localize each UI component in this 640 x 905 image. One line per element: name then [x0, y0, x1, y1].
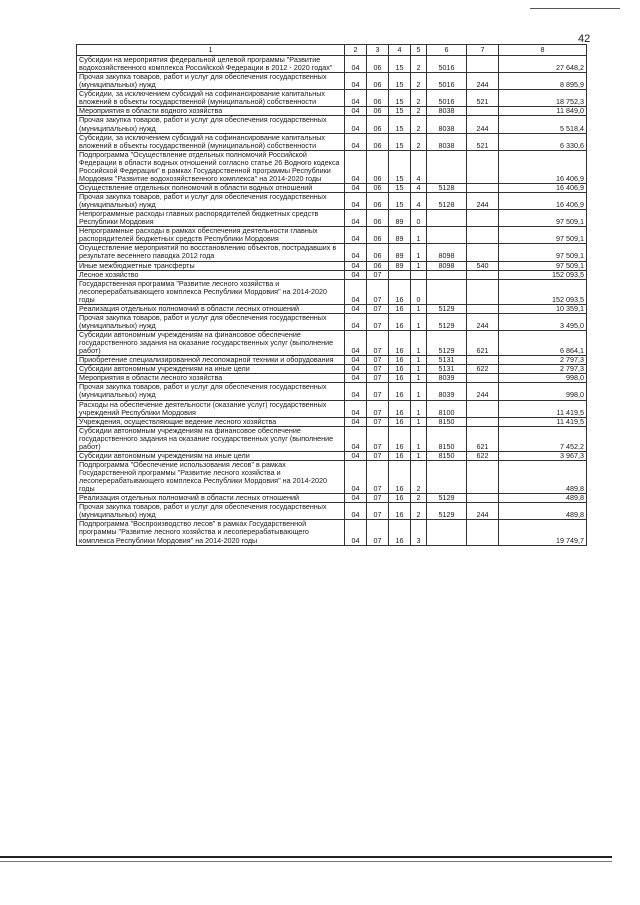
expense-type: 622 [467, 365, 499, 374]
amount: 19 749,7 [499, 520, 587, 545]
table-header-row [77, 45, 587, 56]
subsection-code: 07 [367, 383, 389, 400]
section-code: 04 [345, 304, 367, 313]
subprogram-code: 2 [411, 494, 427, 503]
program-code: 16 [389, 460, 411, 493]
subsection-code: 07 [367, 304, 389, 313]
subprogram-code: 1 [411, 400, 427, 417]
table-row [77, 150, 587, 183]
section-code: 04 [345, 56, 367, 73]
table-row [77, 270, 587, 279]
expense-type: 621 [467, 331, 499, 356]
subprogram-code: 4 [411, 183, 427, 192]
section-code: 04 [345, 356, 367, 365]
table-row [77, 116, 587, 133]
subprogram-code: 1 [411, 227, 427, 244]
amount: 3 495,0 [499, 313, 587, 330]
table-row [77, 313, 587, 330]
article-code [427, 279, 467, 304]
expense-type: 244 [467, 116, 499, 133]
row-name: Прочая закупка товаров, работ и услуг для обеспечения государственных (муниципальных) нужд [77, 313, 345, 330]
article-code: 8038 [427, 133, 467, 150]
subprogram-code: 0 [411, 210, 427, 227]
subsection-code: 07 [367, 270, 389, 279]
program-code: 16 [389, 365, 411, 374]
section-code: 04 [345, 150, 367, 183]
table-row [77, 374, 587, 383]
section-code: 04 [345, 520, 367, 545]
section-code: 04 [345, 227, 367, 244]
program-code: 16 [389, 503, 411, 520]
amount: 152 093,5 [499, 270, 587, 279]
row-name: Прочая закупка товаров, работ и услуг для обеспечения государственных (муниципальных) нужд [77, 193, 345, 210]
subsection-code: 07 [367, 426, 389, 451]
row-name: Осуществление отдельных полномочий в области водных отношений [77, 183, 345, 192]
subprogram-code: 1 [411, 451, 427, 460]
table-row [77, 56, 587, 73]
column-header: 5 [411, 45, 427, 56]
row-name: Мероприятия в области лесного хозяйства [77, 374, 345, 383]
subprogram-code: 4 [411, 150, 427, 183]
expense-type [467, 494, 499, 503]
scan-edge-line [530, 8, 620, 9]
program-code: 15 [389, 73, 411, 90]
table-row [77, 107, 587, 116]
program-code: 15 [389, 150, 411, 183]
expense-type [467, 356, 499, 365]
article-code [427, 520, 467, 545]
article-code: 5129 [427, 494, 467, 503]
amount: 152 093,5 [499, 279, 587, 304]
row-name: Прочая закупка товаров, работ и услуг для обеспечения государственных (муниципальных) нужд [77, 73, 345, 90]
column-header: 7 [467, 45, 499, 56]
section-code: 04 [345, 133, 367, 150]
subsection-code: 06 [367, 193, 389, 210]
amount: 2 797,3 [499, 365, 587, 374]
expense-type [467, 270, 499, 279]
row-name: Подпрограмма "Обеспечение использования лесов" в рамках Государственной программы "Развитие лесного хозяйства и лесоперерабатывающего комплекса Республики Мордовия" на 2014-2020 годы [77, 460, 345, 493]
subsection-code: 06 [367, 183, 389, 192]
row-name: Субсидии на мероприятия федеральной целевой программы "Развитие водохозяйственного комплекса Российской Федерации в 2012 - 2020 годах" [77, 56, 345, 73]
program-code: 15 [389, 183, 411, 192]
article-code: 8038 [427, 116, 467, 133]
section-code: 04 [345, 374, 367, 383]
subprogram-code: 2 [411, 133, 427, 150]
section-code: 04 [345, 383, 367, 400]
article-code: 5129 [427, 313, 467, 330]
table-row [77, 426, 587, 451]
subsection-code: 07 [367, 365, 389, 374]
row-name: Субсидии автономным учреждениям на иные цели [77, 365, 345, 374]
expense-type [467, 279, 499, 304]
subprogram-code [411, 270, 427, 279]
article-code: 8039 [427, 374, 467, 383]
amount: 6 864,1 [499, 331, 587, 356]
amount: 10 359,1 [499, 304, 587, 313]
page-number: 42 [578, 33, 591, 45]
subsection-code: 06 [367, 73, 389, 90]
section-code: 04 [345, 183, 367, 192]
subprogram-code: 1 [411, 356, 427, 365]
subprogram-code: 2 [411, 116, 427, 133]
article-code: 5131 [427, 365, 467, 374]
subprogram-code: 1 [411, 365, 427, 374]
row-name: Субсидии, за исключением субсидий на софинансирование капитальных вложений в объекты государственной (муниципальной) собственности [77, 133, 345, 150]
table-row [77, 383, 587, 400]
subprogram-code: 1 [411, 383, 427, 400]
subprogram-code: 2 [411, 90, 427, 107]
section-code: 04 [345, 400, 367, 417]
amount: 11 419,5 [499, 417, 587, 426]
program-code: 16 [389, 520, 411, 545]
amount: 2 797,3 [499, 356, 587, 365]
table-row [77, 417, 587, 426]
table-row [77, 227, 587, 244]
row-name: Подпрограмма "Воспроизводство лесов" в рамках Государственной программы "Развитие лесного хозяйства и лесоперерабатывающего комплекса Республики Мордовия" на 2014-2020 годы [77, 520, 345, 545]
table-row [77, 356, 587, 365]
section-code: 04 [345, 90, 367, 107]
table-row [77, 193, 587, 210]
subsection-code: 06 [367, 244, 389, 261]
program-code: 15 [389, 116, 411, 133]
article-code: 8100 [427, 400, 467, 417]
article-code: 8150 [427, 417, 467, 426]
section-code: 04 [345, 460, 367, 493]
subsection-code: 07 [367, 279, 389, 304]
expense-type: 244 [467, 73, 499, 90]
subprogram-code: 1 [411, 426, 427, 451]
row-name: Прочая закупка товаров, работ и услуг для обеспечения государственных (муниципальных) нужд [77, 383, 345, 400]
row-name: Прочая закупка товаров, работ и услуг для обеспечения государственных (муниципальных) нужд [77, 503, 345, 520]
table-row [77, 400, 587, 417]
subprogram-code: 1 [411, 244, 427, 261]
section-code: 04 [345, 417, 367, 426]
section-code: 04 [345, 244, 367, 261]
row-name: Реализация отдельных полномочий в области лесных отношений [77, 304, 345, 313]
section-code: 04 [345, 210, 367, 227]
article-code: 8098 [427, 261, 467, 270]
expense-type [467, 183, 499, 192]
row-name: Субсидии, за исключением субсидий на софинансирование капитальных вложений в объекты государственной (муниципальной) собственности [77, 90, 345, 107]
amount: 3 967,3 [499, 451, 587, 460]
expense-type [467, 210, 499, 227]
subprogram-code: 2 [411, 503, 427, 520]
amount: 97 509,1 [499, 227, 587, 244]
program-code: 16 [389, 426, 411, 451]
expense-type: 540 [467, 261, 499, 270]
amount: 16 406,9 [499, 193, 587, 210]
expense-type [467, 150, 499, 183]
subsection-code: 07 [367, 356, 389, 365]
subsection-code: 06 [367, 210, 389, 227]
table-row [77, 210, 587, 227]
row-name: Непрограммные расходы в рамках обеспечения деятельности главных распорядителей бюджетных средств Республики Мордовия [77, 227, 345, 244]
program-code: 16 [389, 417, 411, 426]
amount: 18 752,3 [499, 90, 587, 107]
expense-type [467, 107, 499, 116]
program-code: 16 [389, 400, 411, 417]
amount: 489,8 [499, 460, 587, 493]
article-code: 5131 [427, 356, 467, 365]
section-code: 04 [345, 270, 367, 279]
program-code: 89 [389, 261, 411, 270]
program-code: 16 [389, 279, 411, 304]
subprogram-code: 1 [411, 304, 427, 313]
subsection-code: 06 [367, 107, 389, 116]
subsection-code: 06 [367, 90, 389, 107]
article-code: 5129 [427, 503, 467, 520]
row-name: Реализация отдельных полномочий в области лесных отношений [77, 494, 345, 503]
program-code: 16 [389, 374, 411, 383]
section-code: 04 [345, 116, 367, 133]
subprogram-code: 1 [411, 313, 427, 330]
row-name: Осуществление мероприятий по восстановлению объектов, пострадавших в результате весеннего паводка 2012 года [77, 244, 345, 261]
column-header: 6 [427, 45, 467, 56]
section-code: 04 [345, 331, 367, 356]
subsection-code: 07 [367, 313, 389, 330]
subsection-code: 07 [367, 520, 389, 545]
row-name: Учреждения, осуществляющие ведение лесного хозяйства [77, 417, 345, 426]
article-code [427, 270, 467, 279]
expense-type [467, 374, 499, 383]
subsection-code: 07 [367, 400, 389, 417]
amount: 97 509,1 [499, 261, 587, 270]
amount: 7 452,2 [499, 426, 587, 451]
row-name: Мероприятия в области водного хозяйства [77, 107, 345, 116]
amount: 489,8 [499, 503, 587, 520]
subprogram-code: 2 [411, 107, 427, 116]
table-row [77, 261, 587, 270]
program-code: 15 [389, 90, 411, 107]
subprogram-code: 0 [411, 279, 427, 304]
subsection-code: 07 [367, 331, 389, 356]
amount: 998,0 [499, 374, 587, 383]
program-code: 15 [389, 193, 411, 210]
row-name: Иные межбюджетные трансферты [77, 261, 345, 270]
row-name: Государственная программа "Развитие лесного хозяйства и лесоперерабатывающего комплекса Республики Мордовия" на 2014-2020 годы [77, 279, 345, 304]
subsection-code: 06 [367, 116, 389, 133]
amount: 5 518,4 [499, 116, 587, 133]
article-code: 8038 [427, 107, 467, 116]
article-code: 8150 [427, 426, 467, 451]
program-code: 16 [389, 494, 411, 503]
section-code: 04 [345, 313, 367, 330]
subprogram-code: 1 [411, 331, 427, 356]
section-code: 04 [345, 107, 367, 116]
section-code: 04 [345, 73, 367, 90]
subsection-code: 07 [367, 460, 389, 493]
subprogram-code: 1 [411, 374, 427, 383]
subprogram-code: 2 [411, 460, 427, 493]
program-code: 89 [389, 244, 411, 261]
section-code: 04 [345, 426, 367, 451]
expense-type: 244 [467, 383, 499, 400]
expense-type [467, 400, 499, 417]
row-name: Субсидии автономным учреждениям на иные цели [77, 451, 345, 460]
expense-type: 244 [467, 313, 499, 330]
table-row [77, 133, 587, 150]
amount: 27 648,2 [499, 56, 587, 73]
table-row [77, 503, 587, 520]
article-code [427, 150, 467, 183]
column-header: 4 [389, 45, 411, 56]
section-code: 04 [345, 494, 367, 503]
amount: 11 419,5 [499, 400, 587, 417]
expense-type: 621 [467, 426, 499, 451]
article-code: 5016 [427, 73, 467, 90]
table-row [77, 183, 587, 192]
table-row [77, 520, 587, 545]
bottom-rule-thin [0, 861, 612, 862]
row-name: Приобретение специализированной лесопожарной техники и оборудования [77, 356, 345, 365]
article-code: 5016 [427, 56, 467, 73]
amount: 489,8 [499, 494, 587, 503]
expense-type: 622 [467, 451, 499, 460]
subsection-code: 06 [367, 261, 389, 270]
section-code: 04 [345, 451, 367, 460]
article-code: 8039 [427, 383, 467, 400]
article-code: 5128 [427, 193, 467, 210]
column-header: 3 [367, 45, 389, 56]
subsection-code: 07 [367, 451, 389, 460]
section-code: 04 [345, 193, 367, 210]
section-code: 04 [345, 503, 367, 520]
table-row [77, 365, 587, 374]
subsection-code: 06 [367, 56, 389, 73]
row-name: Расходы на обеспечение деятельности (оказание услуг) государственных учреждений Республики Мордовия [77, 400, 345, 417]
expense-type [467, 417, 499, 426]
article-code [427, 210, 467, 227]
section-code: 04 [345, 261, 367, 270]
expense-type [467, 460, 499, 493]
expense-type [467, 244, 499, 261]
amount: 97 509,1 [499, 210, 587, 227]
amount: 16 406,9 [499, 150, 587, 183]
column-header: 2 [345, 45, 367, 56]
expense-type [467, 227, 499, 244]
program-code: 15 [389, 133, 411, 150]
program-code: 16 [389, 451, 411, 460]
subsection-code: 07 [367, 494, 389, 503]
column-header: 8 [499, 45, 587, 56]
section-code: 04 [345, 279, 367, 304]
column-header: 1 [77, 45, 345, 56]
program-code [389, 270, 411, 279]
program-code: 16 [389, 331, 411, 356]
amount: 16 406,9 [499, 183, 587, 192]
row-name: Субсидии автономным учреждениям на финансовое обеспечение государственного задания на оказание государственных услуг (выполнение работ) [77, 426, 345, 451]
bottom-rule [0, 856, 612, 858]
table-row [77, 460, 587, 493]
program-code: 15 [389, 107, 411, 116]
amount: 97 509,1 [499, 244, 587, 261]
subsection-code: 06 [367, 150, 389, 183]
subsection-code: 07 [367, 374, 389, 383]
expense-type [467, 304, 499, 313]
article-code: 8150 [427, 451, 467, 460]
row-name: Лесное хозяйство [77, 270, 345, 279]
table-row [77, 304, 587, 313]
subsection-code: 07 [367, 417, 389, 426]
program-code: 15 [389, 56, 411, 73]
article-code [427, 227, 467, 244]
expense-type: 521 [467, 133, 499, 150]
table-row [77, 73, 587, 90]
row-name: Субсидии автономным учреждениям на финансовое обеспечение государственного задания на оказание государственных услуг (выполнение работ) [77, 331, 345, 356]
table-row [77, 451, 587, 460]
expense-type: 521 [467, 90, 499, 107]
subprogram-code: 2 [411, 73, 427, 90]
subprogram-code: 4 [411, 193, 427, 210]
table-row [77, 244, 587, 261]
subprogram-code: 1 [411, 261, 427, 270]
article-code: 5129 [427, 304, 467, 313]
program-code: 89 [389, 227, 411, 244]
expense-type [467, 520, 499, 545]
table-row [77, 331, 587, 356]
article-code [427, 460, 467, 493]
table-row [77, 90, 587, 107]
subsection-code: 06 [367, 227, 389, 244]
amount: 998,0 [499, 383, 587, 400]
amount: 6 330,6 [499, 133, 587, 150]
article-code: 5016 [427, 90, 467, 107]
subprogram-code: 3 [411, 520, 427, 545]
table-row [77, 494, 587, 503]
program-code: 16 [389, 313, 411, 330]
subsection-code: 06 [367, 133, 389, 150]
subprogram-code: 1 [411, 417, 427, 426]
subprogram-code: 2 [411, 56, 427, 73]
table-body [77, 56, 587, 546]
subsection-code: 07 [367, 503, 389, 520]
expense-type: 244 [467, 193, 499, 210]
program-code: 16 [389, 383, 411, 400]
budget-table [76, 44, 587, 546]
row-name: Непрограммные расходы главных распорядителей бюджетных средств Республики Мордовия [77, 210, 345, 227]
article-code: 5129 [427, 331, 467, 356]
article-code: 8098 [427, 244, 467, 261]
program-code: 16 [389, 356, 411, 365]
amount: 11 849,0 [499, 107, 587, 116]
program-code: 89 [389, 210, 411, 227]
article-code: 5128 [427, 183, 467, 192]
program-code: 16 [389, 304, 411, 313]
amount: 8 895,9 [499, 73, 587, 90]
table-row [77, 279, 587, 304]
expense-type [467, 56, 499, 73]
expense-type: 244 [467, 503, 499, 520]
section-code: 04 [345, 365, 367, 374]
row-name: Прочая закупка товаров, работ и услуг для обеспечения государственных (муниципальных) нужд [77, 116, 345, 133]
row-name: Подпрограмма "Осуществление отдельных полномочий Российской Федерации в области водных отношений согласно статье 26 Водного кодекса Российской Федерации" в рамках Государственной программы Республики Мордовия "Развитие водохозяйственного комплекса" на 2014-2020 годы [77, 150, 345, 183]
